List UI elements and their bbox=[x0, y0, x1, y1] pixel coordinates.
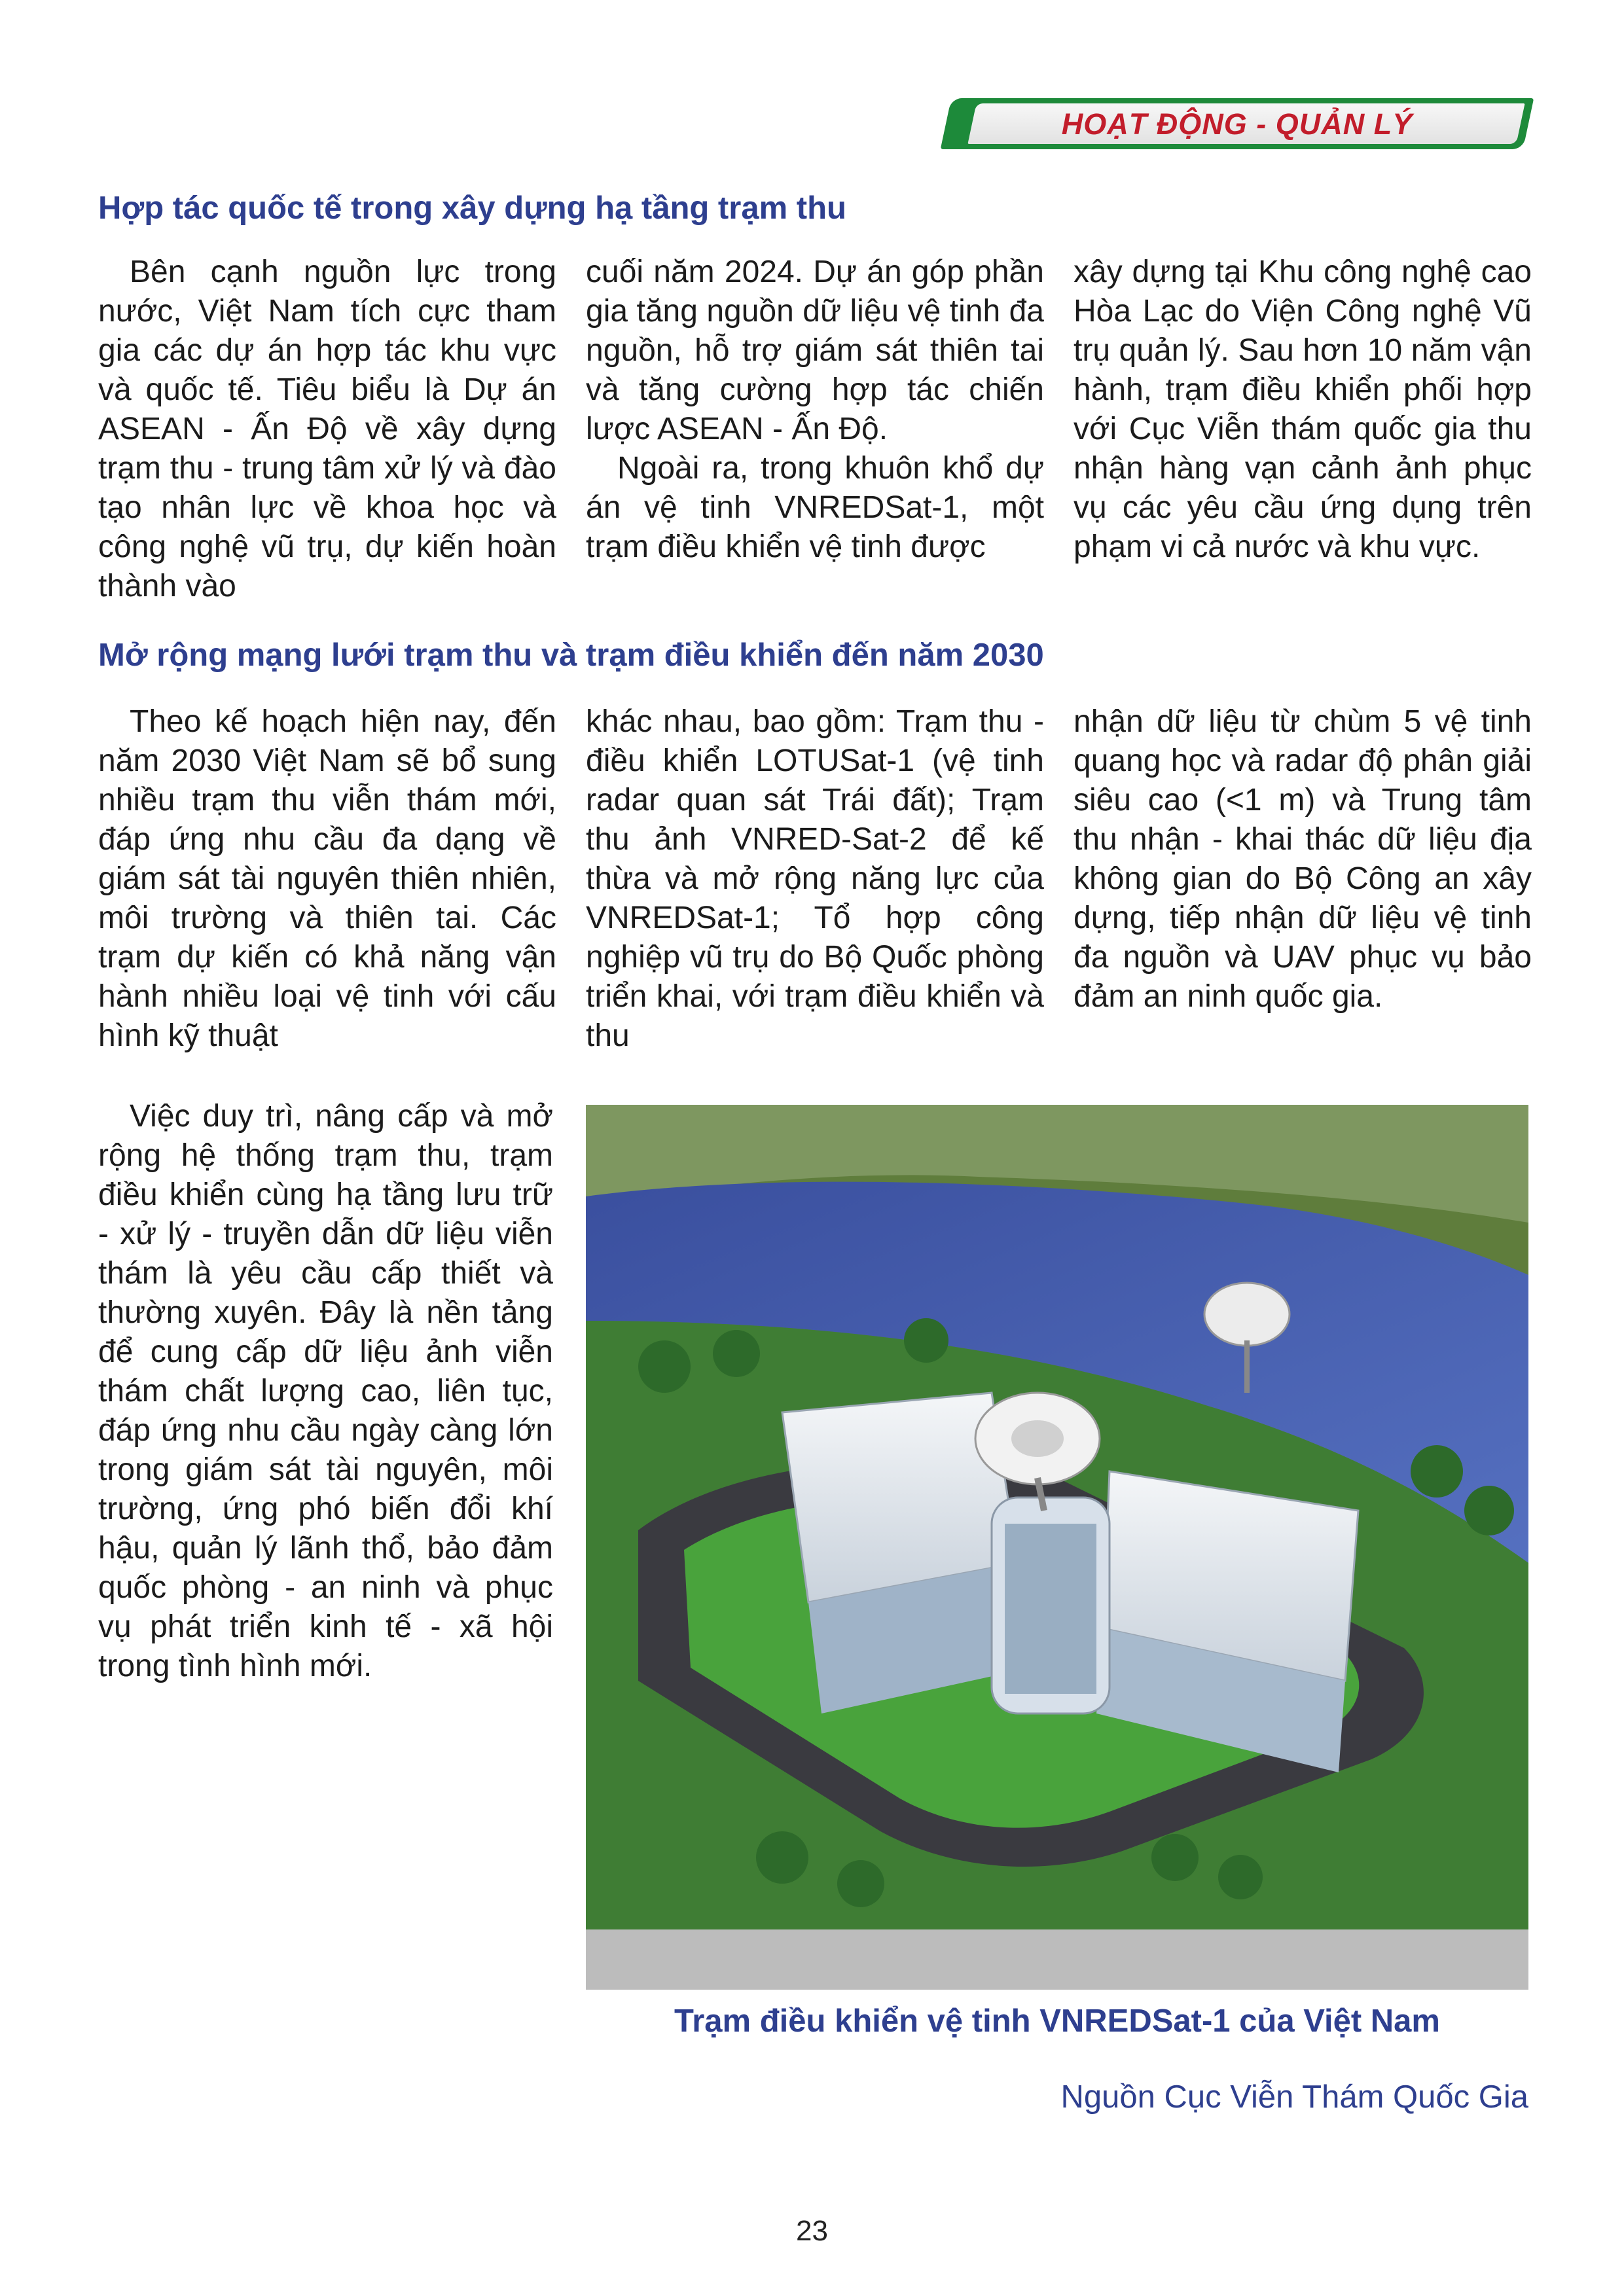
section2-column-3 bbox=[1074, 702, 1532, 1016]
section-header-tab bbox=[946, 98, 1528, 149]
figure-source: Nguồn Cục Viễn Thám Quốc Gia bbox=[1060, 2079, 1528, 2115]
section2-col3-paragraph: nhận dữ liệu từ chùm 5 vệ tinh quang học và radar độ phân giải siêu cao (<1 m) và Trung tâm thu nhận - khai thác dữ liệu địa không gian do Bộ Công an xây dựng, tiếp nhận dữ liệu vệ tinh đa nguồn và UAV phục vụ bảo đảm an ninh quốc gia. bbox=[1074, 704, 1532, 1014]
section-label: HOẠT ĐỘNG - QUẢN LÝ bbox=[1061, 107, 1413, 141]
station-photo bbox=[586, 1105, 1528, 1990]
section1-column-3 bbox=[1074, 253, 1532, 567]
section2-col2-paragraph: khác nhau, bao gồm: Trạm thu - điều khiển LOTUSat-1 (vệ tinh radar quan sát Trái đất); Trạm thu ảnh VNRED-Sat-2 để kế thừa và mở rộng năng lực của VNREDSat-1; Tổ hợp công nghiệp vũ trụ do Bộ Quốc phòng triển khai, với trạm điều khiển và thu bbox=[586, 704, 1044, 1053]
section1-col2-paragraph-a: cuối năm 2024. Dự án góp phần gia tăng nguồn dữ liệu vệ tinh đa nguồn, hỗ trợ giám sát thiên tai và tăng cường hợp tác chiến lược ASEAN - Ấn Độ. bbox=[586, 255, 1044, 446]
section1-column-1 bbox=[98, 253, 556, 606]
section2-column-1 bbox=[98, 702, 556, 1056]
page-number: 23 bbox=[796, 2215, 828, 2247]
section1-col2-paragraph-b: Ngoài ra, trong khuôn khổ dự án vệ tinh VNREDSat-1, một trạm điều khiển vệ tinh được bbox=[586, 451, 1044, 564]
section1-col3-paragraph: xây dựng tại Khu công nghệ cao Hòa Lạc do Viện Công nghệ Vũ trụ quản lý. Sau hơn 10 năm vận hành, trạm điều khiển phối hợp với Cục Viễn thám quốc gia thu nhận hàng vạn cảnh ảnh phục vụ các yêu cầu ứng dụng trên phạm vi cả nước và khu vực. bbox=[1074, 255, 1532, 564]
side-paragraph: Việc duy trì, nâng cấp và mở rộng hệ thống trạm thu, trạm điều khiển cùng hạ tầng lưu trữ - xử lý - truyền dẫn dữ liệu viễn thám là yêu cầu cấp thiết và thường xuyên. Đây là nền tảng để cung cấp dữ liệu ảnh viễn thám chất lượng cao, liên tục, đáp ứng nhu cầu ngày càng lớn trong giám sát tài nguyên, môi trường, ứng phó biến đổi khí hậu, quản lý lãnh thổ, bảo đảm quốc phòng - an ninh và phục vụ phát triển kinh tế - xã hội trong tình hình mới. bbox=[98, 1099, 553, 1683]
section1-col1-paragraph: Bên cạnh nguồn lực trong nước, Việt Nam tích cực tham gia các dự án hợp tác khu vực và quốc tế. Tiêu biểu là Dự án ASEAN - Ấn Độ về xây dựng trạm thu - trung tâm xử lý và đào tạo nhân lực về khoa học và công nghệ vũ trụ, dự kiến hoàn thành vào bbox=[98, 255, 556, 603]
section2-col1-paragraph: Theo kế hoạch hiện nay, đến năm 2030 Việt Nam sẽ bổ sung nhiều trạm thu viễn thám mới, đáp ứng nhu cầu đa dạng về giám sát tài nguyên thiên nhiên, môi trường và thiên tai. Các trạm dự kiến có khả năng vận hành nhiều loại vệ tinh với cấu hình kỹ thuật bbox=[98, 704, 556, 1053]
section1-heading: Hợp tác quốc tế trong xây dựng hạ tầng trạm thu bbox=[98, 190, 846, 226]
figure-caption: Trạm điều khiển vệ tinh VNREDSat-1 của Việt Nam bbox=[674, 2003, 1440, 2039]
section2-heading: Mở rộng mạng lưới trạm thu và trạm điều khiển đến năm 2030 bbox=[98, 637, 1044, 673]
section2-column-2 bbox=[586, 702, 1044, 1056]
section1-column-2 bbox=[586, 253, 1044, 567]
